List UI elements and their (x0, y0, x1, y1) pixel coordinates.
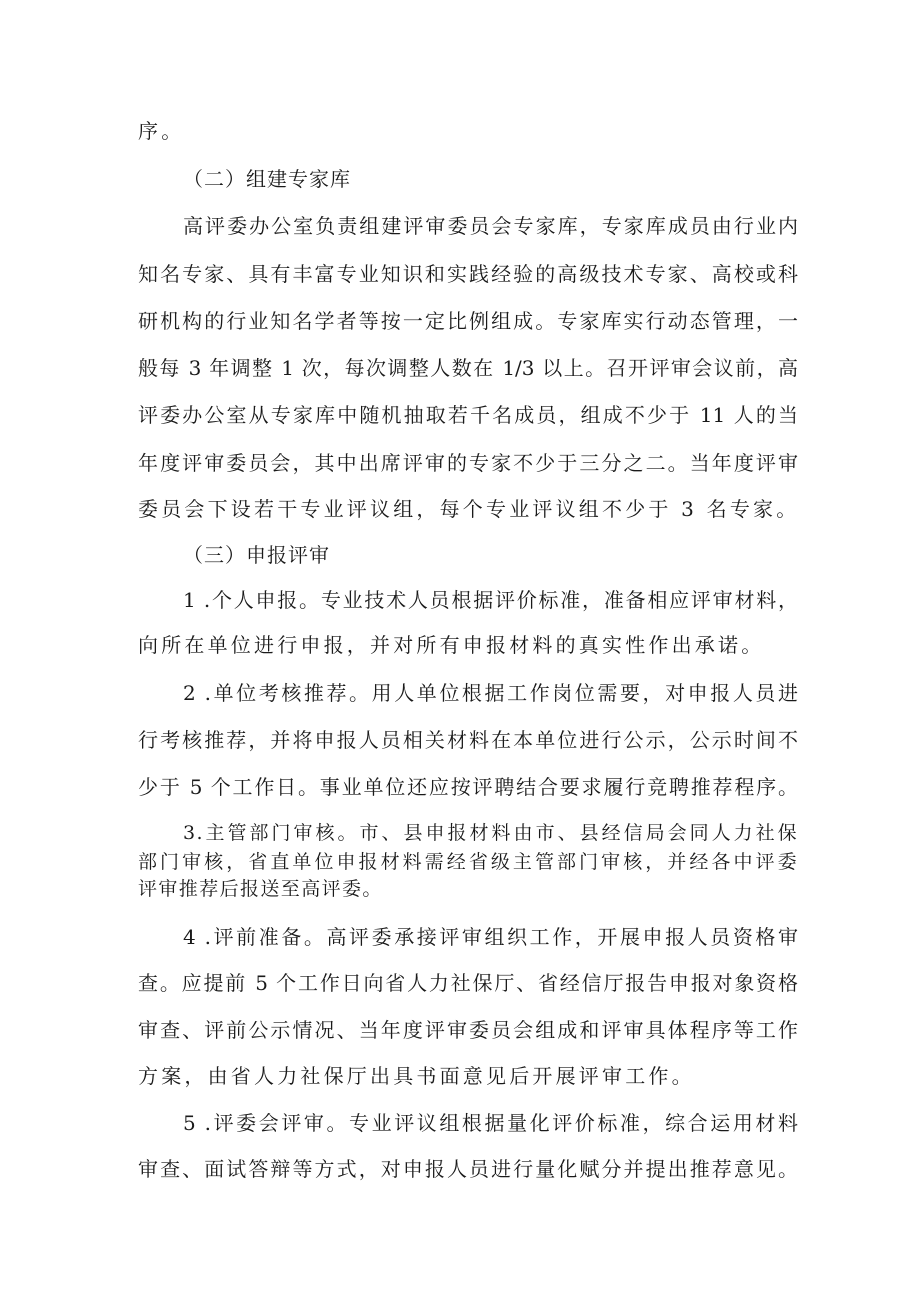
paragraph-line: 评委办公室从专家库中随机抽取若千名成员，组成不少于 11 人的当 (138, 403, 798, 427)
paragraph-line: 3.主管部门审核。市、县申报材料由市、县经信局会同人力社保 (183, 822, 798, 844)
paragraph-line: 4 .评前准备。高评委承接评审组织工作，开展申报人员资格审 (183, 925, 798, 949)
paragraph-line: 般每 3 年调整 1 次，每次调整人数在 1/3 以上。召开评审会议前，高 (138, 356, 798, 380)
paragraph-line: 高评委办公室负责组建评审委员会专家库，专家库成员由行业内 (183, 214, 798, 238)
paragraph-line: 研机构的行业知名学者等按一定比例组成。专家库实行动态管理，一 (138, 309, 798, 333)
paragraph-line: 少于 5 个工作日。事业单位还应按评聘结合要求履行竞聘推荐程序。 (138, 775, 798, 799)
section-heading-application-review: （三）申报评审 (183, 543, 330, 567)
paragraph-line: 审查、面试答辩等方式，对申报人员进行量化赋分并提出推荐意见。 (138, 1157, 798, 1181)
paragraph-line: 方案，由省人力社保厅出具书面意见后开展评审工作。 (138, 1064, 695, 1088)
paragraph-line: 向所在单位进行申报，并对所有申报材料的真实性作出承诺。 (138, 633, 765, 657)
paragraph-line: 委员会下设若干专业评议组，每个专业评议组不少于 3 名专家。 (138, 497, 800, 521)
paragraph-line: 评审推荐后报送至高评委。 (138, 878, 383, 900)
paragraph-line: 5 .评委会评审。专业评议组根据量化评价标准，综合运用材料 (183, 1111, 798, 1135)
text-line-continuation: 序。 (138, 119, 185, 143)
section-heading-expert-pool: （二）组建专家库 (183, 167, 351, 191)
paragraph-line: 知名专家、具有丰富专业知识和实践经验的高级技术专家、高校或科 (138, 262, 798, 286)
paragraph-line: 2 .单位考核推荐。用人单位根据工作岗位需要，对申报人员进 (183, 681, 798, 705)
paragraph-line: 年度评审委员会，其中出席评审的专家不少于三分之二。当年度评审 (138, 451, 798, 475)
paragraph-line: 查。应提前 5 个工作日向省人力社保厅、省经信厅报告申报对象资格 (138, 971, 798, 995)
paragraph-line: 部门审核，省直单位申报材料需经省级主管部门审核，并经各中评委 (138, 851, 798, 873)
paragraph-line: 行考核推荐，并将申报人员相关材料在本单位进行公示，公示时间不 (138, 728, 798, 752)
paragraph-line: 审查、评前公示情况、当年度评审委员会组成和评审具体程序等工作 (138, 1018, 798, 1042)
paragraph-line: 1 .个人申报。专业技术人员根据评价标准，准备相应评审材料， (183, 588, 798, 612)
